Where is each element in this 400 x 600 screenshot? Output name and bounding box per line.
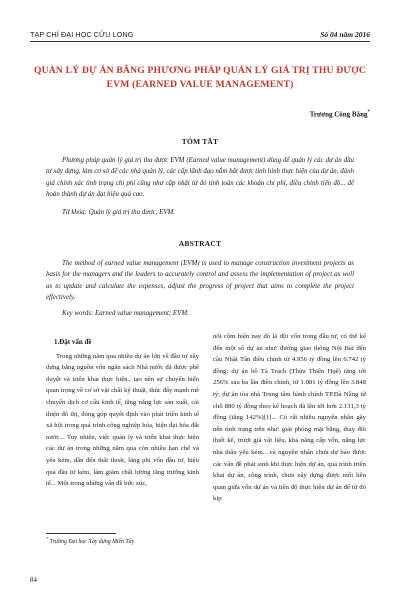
author-mark: * [367,110,370,115]
footnote-rule [46,533,116,534]
paper-title: QUẢN LÝ DỰ ÁN BẰNG PHƯƠNG PHÁP QUẢN LÝ GIÁ TRỊ THU ĐƯỢC EVM (EARNED VALUE MANAGEMENT) [33,65,367,90]
abstract-text: The method of earned value management (EVM) is used to manage construction investment projects as basis for the managers and the leaders to accurately control and assess the implementation of project as well as to update and calculate the expenses, adjust the progress of project that aims to complete the project effectively. [46,260,354,301]
section-heading: 1.Đặt vấn đề [54,338,92,346]
tom-tat-heading: TÓM TẮT [181,137,219,146]
running-header [30,27,370,39]
column-left [46,337,199,490]
column-right [213,331,366,505]
author-name: Trương Công Bằng [309,110,368,119]
issue-label: Số 04 năm 2016 [320,30,370,39]
tom-tat-keywords: Từ khóa: Quản lý giá trị thu được, EVM. [62,209,176,216]
page-number: 84 [30,576,37,584]
body-paragraph-continued: nổi cộm hiện nay đó là đội vốn trong đầu tư, có thể kể đến một số dự án như: đường giao thông Nội Bài đến cầu Nhật Tân điều chỉnh từ 4.956 tỷ đồng lên 6.742 tỷ đồng; dự án hồ Tả Trạch (Thừa Thiên Huế) tăng tới 256% sau ba lần điều chỉnh, từ 1.081 tỷ đồng lên 3.848 tỷ; dự án tòa nhà Trung tâm hành chính TP.Đà Nẵng từ chỗ 880 tỷ đồng theo kế hoạch đã lên tới hơn 2.131,3 tỷ đồng (tăng 142%)[1]... Có rất nhiều nguyên nhân gây nên tình trạng trên như: giải phóng mặt bằng, thay đổi thiết kế, trượt giá vật liệu, khả năng cấp vốn, năng lực nhà thầu yếu kém…và nguyên nhân chưa dự báo được các vấn đề phát sinh khi thực hiện dự án, quá trình triển khai dự án, công trình, chưa xây dựng được mối liên quan giữa vốn dự án và tiến độ thực hiện dự án để từ đó kịp [213,333,366,503]
author [310,110,370,118]
journal-name: TẠP CHÍ ĐẠI HỌC CỬU LONG [30,30,134,39]
body-paragraph: Trong những năm qua nhiều dự án lớn về đầu tư xây dựng bằng nguồn vốn ngân sách Nhà nước đã được phê duyệt và triển khai thực hiện., tạo nên sự chuyển biến quan trọng về cơ sở vật chất kỹ thuật, thúc đẩy mạnh mẽ chuyển dịch cơ cấu kinh tế, tăng năng lực sản xuất, cải thiện đô thị, đóng góp quyết định vào phát triển kinh tế xã hội trong quá trình công nghiệp hóa, hiện đại hóa đất nước... Tuy nhiên, việc quản lý và triển khai thực hiện các dự án trong những năm qua còn nhiều hạn chế và yếu kém, dẫn đến thất thoát, lãng phí vốn đầu tư, hiệu quả đầu tư kém, làm giảm chất lượng tăng trưởng kinh tế... Một trong những vấn đề bức xúc, [46,352,199,488]
footnote-text: Trường Đại học Xây dựng Miền Tây [49,538,135,545]
abstract-heading: ABSTRACT [178,239,222,248]
footnote [46,536,134,545]
tom-tat-text: Phương pháp quản lý giá trị thu được EVM (Earned value management) dùng để quản lý các dự án đầu tư xây dựng, làm cơ sở để các nhà quản lý, các cấp lãnh đạo nắm bắt được tình hình thực hiện của dự án, đánh giá chính xác tình trạng chi phí cũng như cập nhật từ đó tính toán các khoản chi phí, điều chỉnh tiến độ... để hoàn thành dự án đạt hiệu quả cao. [46,157,354,198]
header-rule [30,41,370,42]
footnote-mark: * [46,536,49,541]
abstract-keywords: Key words: Earned value management; EVM. [62,310,189,317]
